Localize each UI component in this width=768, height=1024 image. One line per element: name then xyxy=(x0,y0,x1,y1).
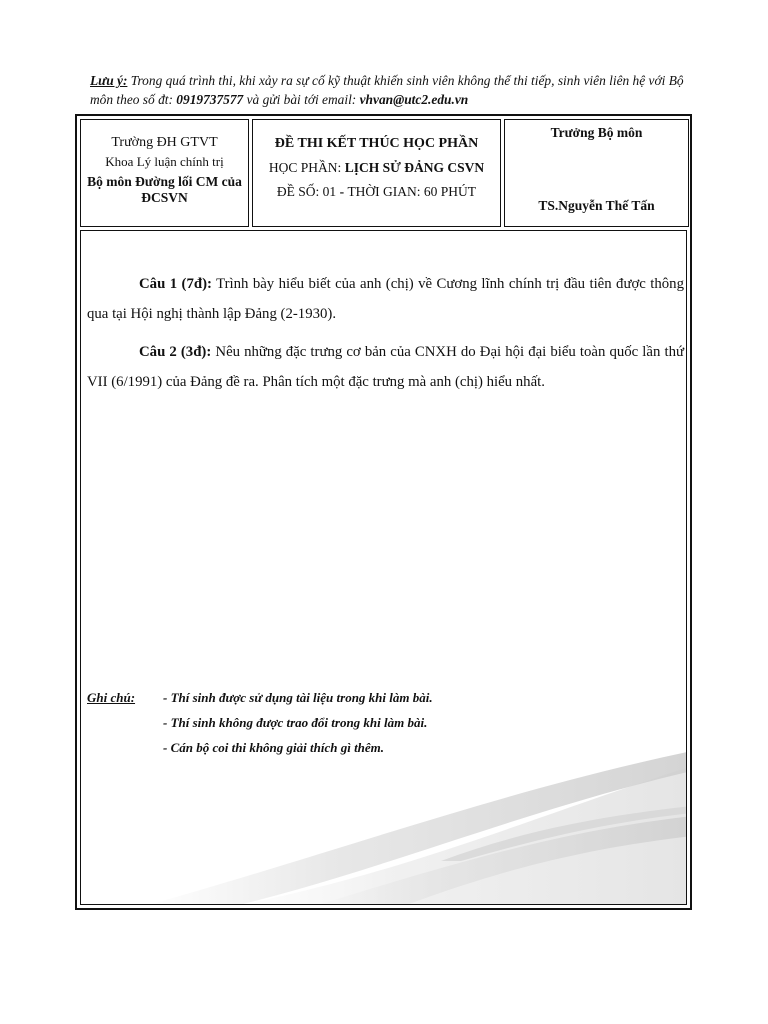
exam-header xyxy=(80,119,687,227)
subject-label: HỌC PHẦN: xyxy=(268,160,345,175)
department-name: Bộ môn Đường lối CM của ĐCSVN xyxy=(87,174,242,205)
exam-rule-item: - Thí sinh không được trao đổi trong khi làm bài. xyxy=(163,715,428,730)
subject-name: LỊCH SỬ ĐẢNG CSVN xyxy=(344,160,485,175)
question-1-label: Câu 1 (7đ): xyxy=(139,276,212,292)
contact-email: vhvan@utc2.edu.vn xyxy=(359,92,469,107)
subject-line xyxy=(253,159,500,177)
decorative-wave-graphic xyxy=(81,231,687,905)
faculty-name: Khoa Lý luận chính trị xyxy=(105,154,224,169)
exam-separator: - xyxy=(336,184,348,199)
approval-cell xyxy=(504,119,689,227)
exam-body xyxy=(80,230,687,905)
note-text-part1: Trong quá trình thi, khi xảy ra sự cố kỹ thuật khiến sinh viên không thể thi tiếp, sinh viên liên hệ với Bộ môn theo số đt: xyxy=(90,73,684,107)
question-1-text: Trình bày hiểu biết của anh (chị) về Cương lĩnh chính trị đầu tiên được thông qua tại Hội nghị thành lập Đảng (2-1930). xyxy=(87,276,684,322)
question-1 xyxy=(87,269,684,329)
head-of-department-name: TS.Nguyễn Thế Tấn xyxy=(538,198,655,213)
exam-title: ĐỀ THI KẾT THÚC HỌC PHẦN xyxy=(274,136,479,151)
rules-label: Ghi chú: xyxy=(87,690,136,705)
institution-cell xyxy=(80,119,249,227)
exam-rule-item: Ghi chú: - Thí sinh được sử dụng tài liệu trong khi làm bài. xyxy=(87,685,433,710)
exam-code-line xyxy=(253,183,500,201)
technical-issue-note xyxy=(90,71,700,109)
question-2-text: Nêu những đặc trưng cơ bản của CNXH do Đại hội đại biểu toàn quốc lần thứ VII (6/1991) của Đảng đề ra. Phân tích một đặc trưng mà anh (chị) hiểu nhất. xyxy=(87,344,684,390)
school-name: Trường ĐH GTVT xyxy=(111,135,218,150)
note-label: Lưu ý: xyxy=(90,73,128,88)
contact-phone: 0919737577 xyxy=(176,92,244,107)
exam-number: ĐỀ SỐ: 01 xyxy=(276,184,337,199)
exam-info-cell xyxy=(252,119,501,227)
head-of-department-title: Trưởng Bộ môn xyxy=(550,125,643,140)
exam-frame xyxy=(75,114,692,910)
question-2-label: Câu 2 (3đ): xyxy=(139,344,212,360)
exam-rule-item: - Cán bộ coi thi không giải thích gì thêm. xyxy=(163,740,385,755)
note-text-part2: và gửi bài tới email: xyxy=(243,92,360,107)
question-2 xyxy=(87,337,684,397)
exam-rules-note xyxy=(87,685,433,760)
exam-time: THỜI GIAN: 60 PHÚT xyxy=(347,184,477,199)
